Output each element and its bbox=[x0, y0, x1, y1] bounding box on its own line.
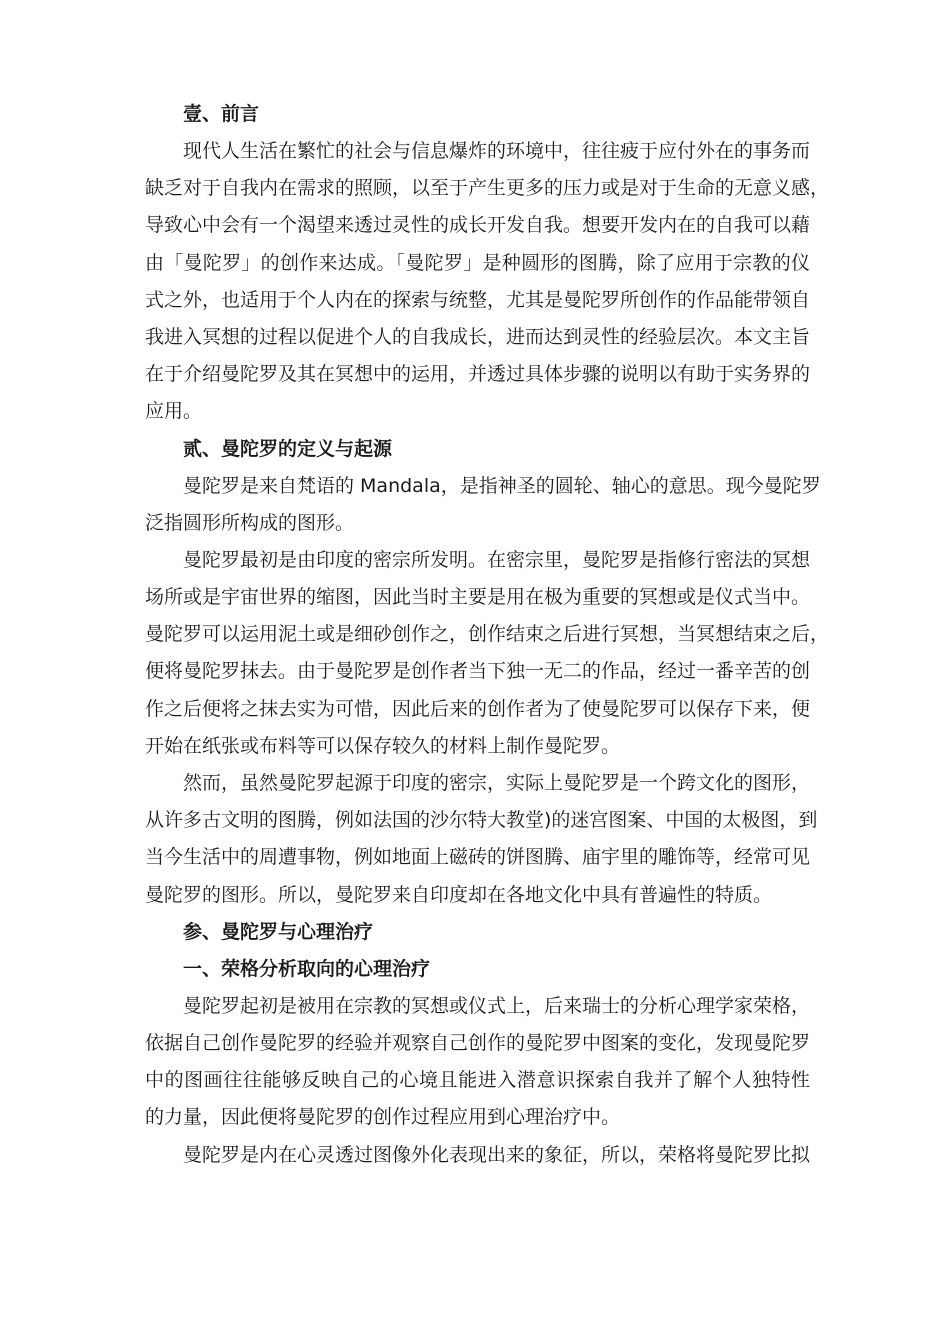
text-line: 当今生活中的周遭事物，例如地面上磁砖的饼图腾、庙宇里的雕饰等，经常可见 bbox=[145, 846, 811, 869]
text-line: 中的图画往往能够反映自己的心境且能进入潜意识探索自我并了解个人独特性 bbox=[145, 1069, 810, 1092]
text-line: 开始在纸张或布料等可以保存较久的材料上制作曼陀罗。 bbox=[145, 734, 621, 757]
text-line: 曼陀罗是内在心灵透过图像外化表现出来的象征，所以，荣格将曼陀罗比拟 bbox=[183, 1143, 811, 1166]
paragraph-cross-culture bbox=[145, 765, 818, 914]
paragraph-preface bbox=[145, 133, 830, 431]
paragraph-symbol bbox=[145, 1137, 810, 1174]
text-line: 式之外，也适用于个人内在的探索与统整，尤其是曼陀罗所创作的作品能带领自 bbox=[145, 288, 811, 311]
text-line: 曼陀罗最初是由印度的密宗所发明。在密宗里，曼陀罗是指修行密法的冥想 bbox=[183, 548, 811, 571]
paragraph-origin bbox=[145, 542, 830, 765]
section-heading-definition: 贰、曼陀罗的定义与起源 bbox=[183, 437, 393, 460]
section-heading-psychotherapy: 参、曼陀罗与心理治疗 bbox=[183, 920, 374, 943]
paragraph-jung bbox=[145, 988, 810, 1137]
text-line: 场所或是宇宙世界的缩图，因此当时主要是用在极为重要的冥想或是仪式当中。 bbox=[145, 586, 811, 609]
text-line: 缺乏对于自我内在需求的照顾，以至于产生更多的压力或是对于生命的无意义感， bbox=[145, 177, 830, 200]
text-line: 现代人生活在繁忙的社会与信息爆炸的环境中，往往疲于应付外在的事务而 bbox=[183, 140, 811, 162]
text-line: 然而，虽然曼陀罗起源于印度的密宗，实际上曼陀罗是一个跨文化的图形， bbox=[183, 772, 811, 794]
text-line: 便将曼陀罗抹去。由于曼陀罗是创作者当下独一无二的作品，经过一番辛苦的创 bbox=[145, 660, 811, 683]
document-page bbox=[145, 96, 830, 1174]
paragraph-definition bbox=[145, 468, 821, 542]
text-line: 从许多古文明的图腾，例如法国的沙尔特大教堂)的迷宫图案、中国的太极图，到 bbox=[145, 809, 818, 832]
text-line: 由「曼陀罗」的创作来达成。「曼陀罗」是种圆形的图腾，除了应用于宗教的仪 bbox=[145, 251, 810, 274]
text-line: 泛指圆形所构成的图形。 bbox=[145, 511, 355, 534]
text-line: 曼陀罗可以运用泥土或是细砂创作之，创作结束之后进行冥想，当冥想结束之后， bbox=[145, 623, 830, 646]
text-line: 应用。 bbox=[145, 400, 203, 423]
text-line: 曼陀罗是来自梵语的 Mandala，是指神圣的圆轮、轴心的意思。现今曼陀罗 bbox=[183, 474, 821, 497]
section-heading-preface: 壹、前言 bbox=[183, 103, 260, 125]
text-line: 作之后便将之抹去实为可惜，因此后来的创作者为了使曼陀罗可以保存下来，便 bbox=[145, 697, 811, 720]
text-line: 依据自己创作曼陀罗的经验并观察自己创作的曼陀罗中图案的变化，发现曼陀罗 bbox=[145, 1031, 811, 1054]
subsection-heading-jung: 一、荣格分析取向的心理治疗 bbox=[183, 957, 431, 980]
text-line: 的力量，因此便将曼陀罗的创作过程应用到心理治疗中。 bbox=[145, 1106, 621, 1129]
text-line: 我进入冥想的过程以促进个人的自我成长，进而达到灵性的经验层次。本文主旨 bbox=[145, 325, 811, 348]
text-line: 导致心中会有一个渴望来透过灵性的成长开发自我。想要开发内在的自我可以藉 bbox=[145, 214, 811, 237]
text-line: 曼陀罗起初是被用在宗教的冥想或仪式上，后来瑞士的分析心理学家荣格， bbox=[183, 994, 811, 1017]
text-line: 曼陀罗的图形。所以，曼陀罗来自印度却在各地文化中具有普遍性的特质。 bbox=[145, 883, 773, 906]
text-line: 在于介绍曼陀罗及其在冥想中的运用，并透过具体步骤的说明以有助于实务界的 bbox=[145, 363, 811, 386]
